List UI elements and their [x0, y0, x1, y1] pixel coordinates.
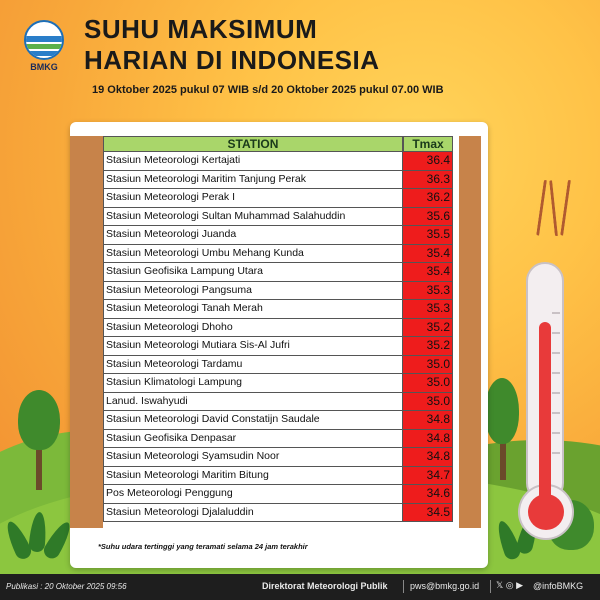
- station-name: Stasiun Meteorologi Maritim Tanjung Perak: [103, 171, 403, 190]
- tmax-value: 34.7: [403, 467, 453, 486]
- tree-icon: [485, 378, 519, 444]
- tmax-value: 35.2: [403, 319, 453, 338]
- station-name: Stasiun Meteorologi Juanda: [103, 226, 403, 245]
- tmax-value: 34.5: [403, 504, 453, 523]
- table-row: [103, 319, 453, 338]
- station-name: Stasiun Meteorologi Pangsuma: [103, 282, 403, 301]
- social-icons: [496, 580, 523, 591]
- station-name: Stasiun Klimatologi Lampung: [103, 374, 403, 393]
- social-handle[interactable]: @infoBMKG: [533, 581, 584, 591]
- table-row: [103, 448, 453, 467]
- station-name: Stasiun Meteorologi Mutiara Sis-Al Jufri: [103, 337, 403, 356]
- heat-wave-icon: [560, 180, 575, 236]
- tmax-value: 36.2: [403, 189, 453, 208]
- title-line-1: SUHU MAKSIMUM: [84, 14, 318, 44]
- table-row: [103, 282, 453, 301]
- tmax-value: 35.2: [403, 337, 453, 356]
- table-row: [103, 411, 453, 430]
- table-row: [103, 504, 453, 523]
- tmax-value: 36.3: [403, 171, 453, 190]
- station-name: Stasiun Geofisika Denpasar: [103, 430, 403, 449]
- tmax-value: 34.6: [403, 485, 453, 504]
- logo-text: BMKG: [30, 62, 58, 72]
- table-row: [103, 337, 453, 356]
- table-row: [103, 485, 453, 504]
- tmax-value: 34.8: [403, 430, 453, 449]
- table-row: [103, 356, 453, 375]
- youtube-icon[interactable]: ▶: [516, 580, 524, 590]
- station-name: Stasiun Meteorologi Tardamu: [103, 356, 403, 375]
- station-name: Stasiun Meteorologi Umbu Mehang Kunda: [103, 245, 403, 264]
- contact-email[interactable]: pws@bmkg.go.id: [410, 581, 480, 591]
- tmax-value: 35.4: [403, 245, 453, 264]
- footer-bar: [0, 574, 600, 600]
- table-row: [103, 171, 453, 190]
- table-row: [103, 300, 453, 319]
- instagram-icon[interactable]: ◎: [505, 580, 514, 590]
- tmax-value: 35.6: [403, 208, 453, 227]
- tmax-value: 35.3: [403, 300, 453, 319]
- footnote: *Suhu udara tertinggi yang teramati selama 24 jam terakhir: [98, 542, 308, 551]
- table-frame-right: [459, 136, 481, 528]
- x-icon[interactable]: 𝕏: [496, 580, 504, 590]
- station-name: Stasiun Meteorologi Sultan Muhammad Salahuddin: [103, 208, 403, 227]
- table-row: [103, 430, 453, 449]
- table-row: [103, 152, 453, 171]
- column-header-tmax: Tmax: [403, 136, 453, 152]
- bmkg-logo: [20, 20, 68, 76]
- publication-date: Publikasi : 20 Oktober 2025 09:56: [6, 582, 127, 591]
- station-name: Stasiun Meteorologi Syamsudin Noor: [103, 448, 403, 467]
- station-name: Pos Meteorologi Penggung: [103, 485, 403, 504]
- heat-wave-icon: [536, 180, 551, 236]
- tmax-value: 35.0: [403, 356, 453, 375]
- station-name: Stasiun Meteorologi Djalaluddin: [103, 504, 403, 523]
- footer-divider: [403, 580, 404, 593]
- station-name: Stasiun Meteorologi Kertajati: [103, 152, 403, 171]
- footer-divider: [490, 580, 491, 593]
- table-row: [103, 226, 453, 245]
- heat-wave-icon: [549, 180, 562, 236]
- table-card: [70, 122, 488, 568]
- table-row: [103, 393, 453, 412]
- tmax-value: 35.0: [403, 374, 453, 393]
- station-name: Lanud. Iswahyudi: [103, 393, 403, 412]
- tmax-value: 36.4: [403, 152, 453, 171]
- tmax-value: 35.5: [403, 226, 453, 245]
- table-row: [103, 208, 453, 227]
- logo-emblem-icon: [24, 20, 64, 60]
- station-name: Stasiun Geofisika Lampung Utara: [103, 263, 403, 282]
- table-row: [103, 374, 453, 393]
- directorate-label: Direktorat Meteorologi Publik: [262, 581, 388, 591]
- column-header-station: STATION: [103, 136, 403, 152]
- tmax-value: 34.8: [403, 411, 453, 430]
- station-name: Stasiun Meteorologi Dhoho: [103, 319, 403, 338]
- thermometer-icon: [518, 262, 570, 542]
- title-line-2: HARIAN DI INDONESIA: [84, 45, 380, 75]
- table-row: [103, 245, 453, 264]
- station-name: Stasiun Meteorologi Maritim Bitung: [103, 467, 403, 486]
- table-row: [103, 189, 453, 208]
- tree-icon: [18, 390, 60, 450]
- table-frame-left: [70, 136, 103, 528]
- table-body: [103, 152, 453, 522]
- table-row: [103, 263, 453, 282]
- station-name: Stasiun Meteorologi Tanah Merah: [103, 300, 403, 319]
- tmax-value: 35.3: [403, 282, 453, 301]
- table-row: [103, 467, 453, 486]
- tmax-value: 35.4: [403, 263, 453, 282]
- tmax-value: 34.8: [403, 448, 453, 467]
- tmax-value: 35.0: [403, 393, 453, 412]
- station-name: Stasiun Meteorologi Perak I: [103, 189, 403, 208]
- period-subtitle: 19 Oktober 2025 pukul 07 WIB s/d 20 Oktober 2025 pukul 07.00 WIB: [92, 84, 444, 96]
- page-title: [84, 14, 380, 76]
- station-name: Stasiun Meteorologi David Constatijn Saudale: [103, 411, 403, 430]
